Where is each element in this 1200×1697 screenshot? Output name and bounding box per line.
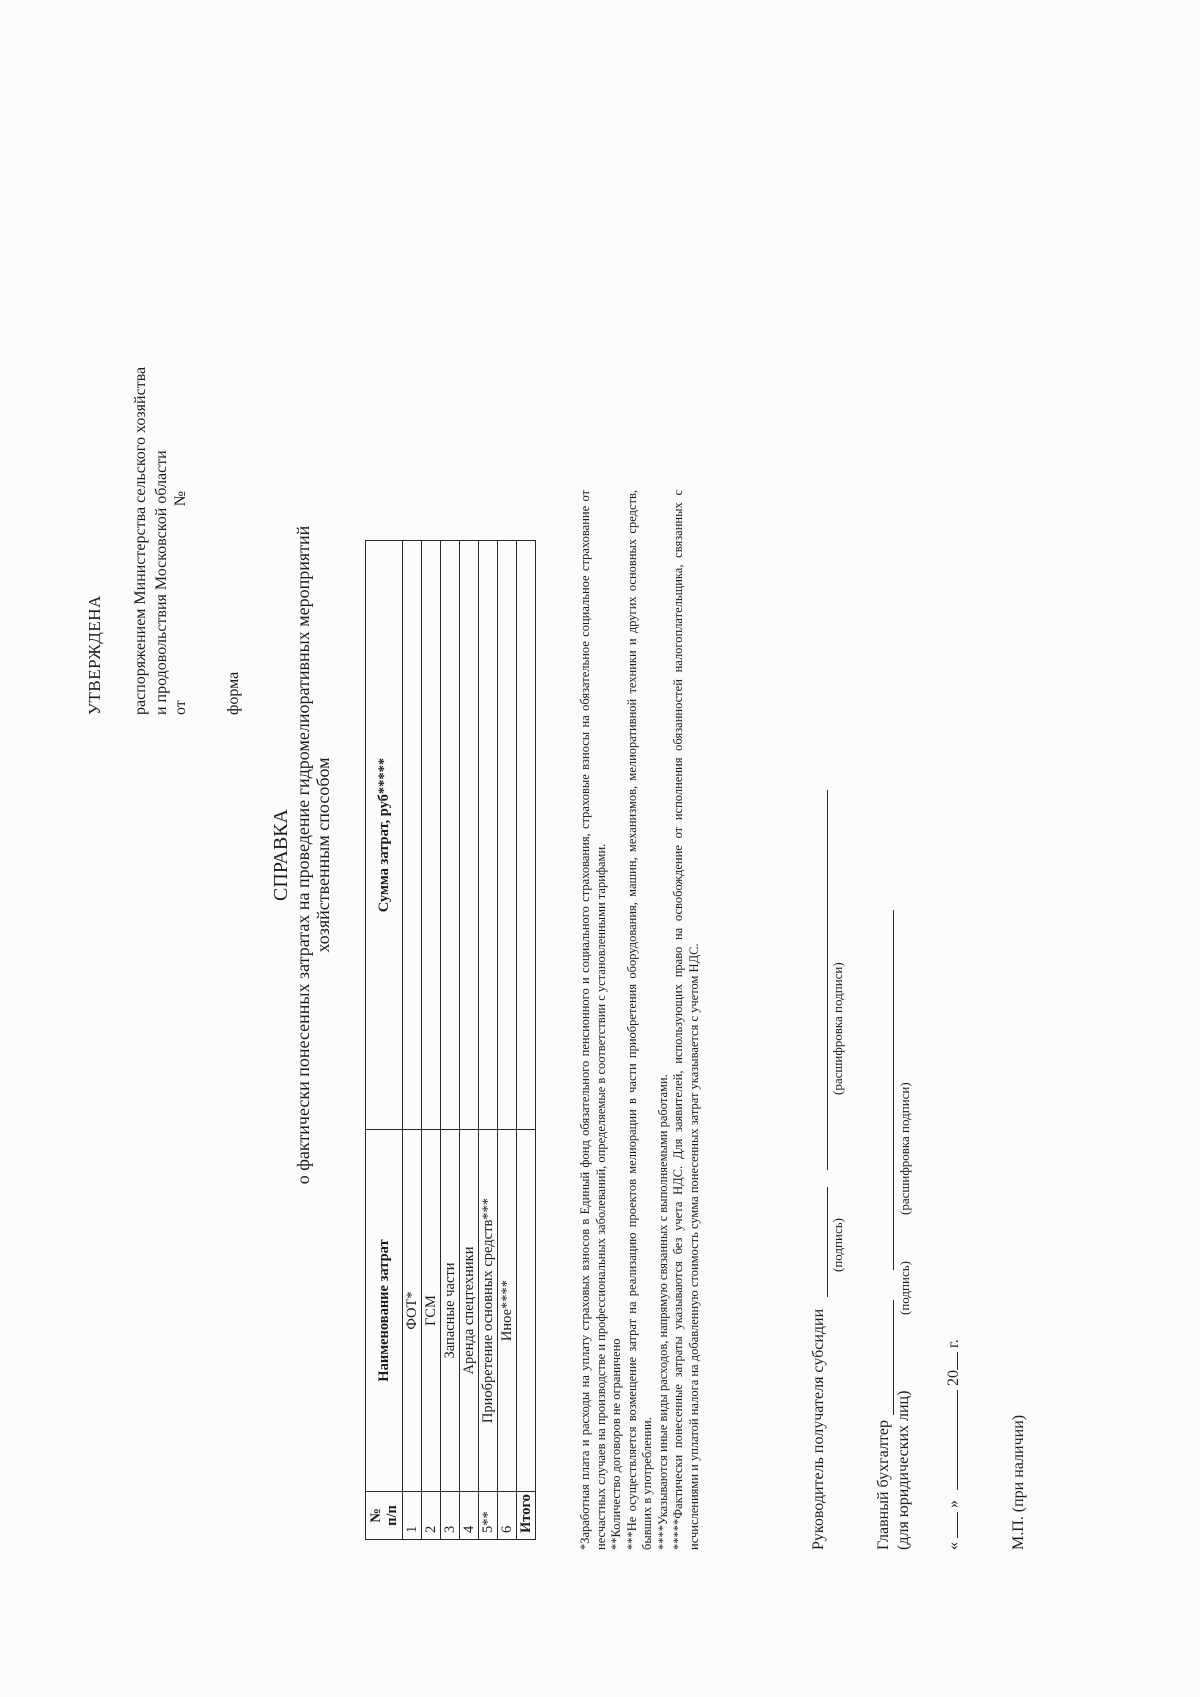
- cost-table: [365, 540, 536, 1540]
- row-cost-sum[interactable]: [479, 541, 498, 1130]
- approval-number-prefix: №: [172, 490, 189, 507]
- accountant-signature-line[interactable]: [893, 1300, 894, 1415]
- document-title: СПРАВКА: [270, 809, 292, 901]
- head-signature-line[interactable]: [827, 1187, 828, 1297]
- date-day-blank[interactable]: [957, 1512, 958, 1538]
- approval-order-line-2: и продовольствия Московской области: [153, 450, 170, 715]
- header-number: [366, 1492, 403, 1540]
- date-line: [945, 1339, 963, 1550]
- date-year-prefix: 20: [945, 1370, 962, 1386]
- date-year-blank[interactable]: [957, 1352, 958, 1370]
- accountant-decoding-caption: (расшифровка подписи): [897, 1082, 912, 1215]
- date-month-blank[interactable]: [957, 1390, 958, 1490]
- row-cost-sum[interactable]: [441, 541, 460, 1130]
- form-label: форма: [225, 671, 242, 715]
- table-total-row: [517, 541, 536, 1540]
- table-row: [498, 541, 517, 1540]
- header-number-line-2: п/п: [384, 1505, 400, 1526]
- document-subtitle-line-2: хозяйственным способом: [313, 757, 333, 953]
- approval-order-text: [130, 367, 172, 715]
- row-cost-name: ГСМ: [422, 1130, 441, 1492]
- row-number: 2: [422, 1492, 441, 1540]
- row-cost-sum[interactable]: [460, 541, 479, 1130]
- footnote-4: ****Указываются иные виды расходов, напрямую связанных с выполняемыми работами.: [655, 1074, 670, 1550]
- table-row: [403, 541, 422, 1540]
- footnote-5: *****Фактически понесенные затраты указываются без учета НДС. Для заявителей, использующих право на освобождение от исполнения обязанностей налогоплательщика, связанных с исчислениями и уплатой налога на добавленную стоимость сумма понесенных затрат указывается с учетом НДС.: [671, 490, 701, 1550]
- total-name-cell: [517, 1130, 536, 1492]
- table-row: [479, 541, 498, 1540]
- approval-heading: УТВЕРЖДЕНА: [85, 595, 104, 715]
- accountant-decoding-line[interactable]: [893, 910, 894, 1270]
- accountant-signature-caption: (подпись): [897, 1261, 912, 1315]
- total-sum[interactable]: [517, 541, 536, 1130]
- date-close-quote: »: [945, 1500, 962, 1508]
- accountant-label: Главный бухгалтер: [875, 1420, 892, 1550]
- date-year-suffix: г.: [945, 1339, 962, 1348]
- date-open-quote: «: [945, 1542, 962, 1550]
- table-row: [422, 541, 441, 1540]
- head-signature-label: Руководитель получателя субсидии: [810, 1308, 827, 1550]
- header-number-line-1: №: [368, 1508, 384, 1523]
- row-number: 4: [460, 1492, 479, 1540]
- table-header-row: [366, 541, 403, 1540]
- row-number: 3: [441, 1492, 460, 1540]
- document-sheet: [75, 95, 1085, 1615]
- approval-date-line: [172, 491, 190, 715]
- document-subtitle-line-1: о фактически понесенных затратах на проведение гидромелиоративных мероприятий: [293, 525, 313, 1185]
- row-cost-name: Аренда спецтехники: [460, 1130, 479, 1492]
- stamp-label: М.П. (при наличии): [1010, 1414, 1027, 1550]
- row-cost-name: Иное****: [498, 1130, 517, 1492]
- footnotes: [578, 490, 702, 1550]
- row-cost-name: Запасные части: [441, 1130, 460, 1492]
- accountant-sublabel: (для юридических лиц): [895, 1390, 912, 1550]
- row-cost-sum[interactable]: [498, 541, 517, 1130]
- row-number: 6: [498, 1492, 517, 1540]
- document-subtitle: [293, 95, 333, 1615]
- header-cost-name: Наименование затрат: [366, 1130, 403, 1492]
- header-cost-sum: Сумма затрат, руб*****: [366, 541, 403, 1130]
- row-cost-sum[interactable]: [422, 541, 441, 1130]
- head-decoding-caption: (расшифровка подписи): [830, 962, 845, 1095]
- table-row: [441, 541, 460, 1540]
- row-number: 5**: [479, 1492, 498, 1540]
- row-cost-sum[interactable]: [403, 541, 422, 1130]
- row-cost-name: ФОТ*: [403, 1130, 422, 1492]
- approval-order-line-1: распоряжением Министерства сельского хозяйства: [132, 366, 149, 715]
- row-cost-name: Приобретение основных средств***: [479, 1130, 498, 1492]
- footnote-2: **Количество договоров не ограничено: [609, 1338, 623, 1550]
- table-row: [460, 541, 479, 1540]
- head-decoding-line[interactable]: [827, 790, 828, 1170]
- approval-date-prefix: от: [172, 700, 189, 715]
- head-signature-caption: (подпись): [830, 1218, 845, 1272]
- footnote-3: ***Не осуществляется возмещение затрат на реализацию проектов мелиорации в части приобретения оборудования, машин, механизмов, мелиоративной техники и других основных средств, бывших в употреблении.: [624, 490, 654, 1550]
- row-number: 1: [403, 1492, 422, 1540]
- total-label: Итого: [517, 1492, 536, 1540]
- footnote-1: *Заработная плата и расходы на уплату страховых взносов в Единый фонд обязательного пенсионного и социального страхования, страховые взносы на обязательное социальное страхование от несчастных случаев на производстве и профессиональных заболеваний, определяемые в соответствии с установленными тарифами.: [578, 490, 608, 1550]
